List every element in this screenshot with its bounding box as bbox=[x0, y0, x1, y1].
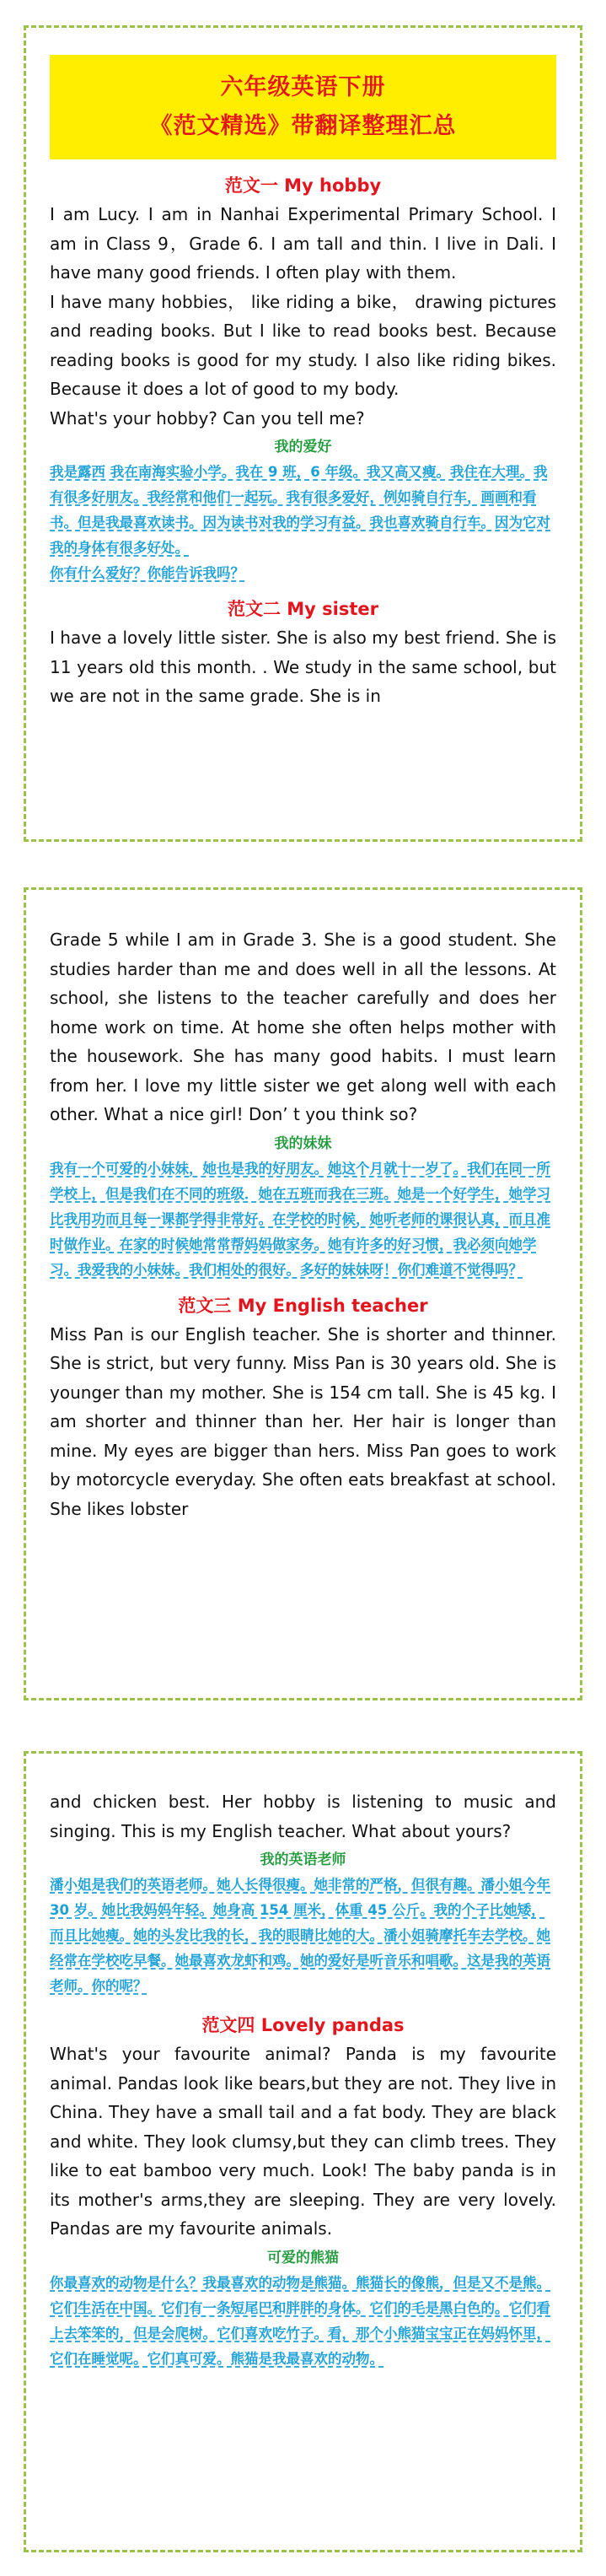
chinese-title-lovely-pandas: 可爱的熊猫 bbox=[267, 2249, 339, 2266]
section-title-my-sister: 范文二 My sister bbox=[227, 599, 379, 619]
page-card-2 bbox=[24, 887, 582, 1700]
title-banner bbox=[50, 55, 556, 159]
english-paragraph: What's your hobby? Can you tell me? bbox=[50, 407, 365, 428]
page-card-3 bbox=[24, 1751, 582, 2552]
chinese-translation: 我有一个可爱的小妹妹，她也是我的好朋友。她这个月就十一岁了。我们在同一所学校上，但是我们在不同的班级．她在五班而我在三班。她是一个好学生，她学习比我用功而且每一课都学得非常好。在学校的时候，她听老师的课很认真，而且准时做作业。在家的时候她常常帮妈妈做家务。她有许多的好习惯，我必须向她学习。我爱我的小妹妹。我们相处的很好。多好的妹妹呀！你们难道不觉得吗？ bbox=[50, 1160, 550, 1278]
english-paragraph: and chicken best. Her hobby is listening to music and singing. This is my English teacher. What about yours? bbox=[50, 1792, 556, 1841]
chinese-title-english-teacher: 我的英语老师 bbox=[260, 1851, 346, 1868]
page-card-1 bbox=[24, 25, 582, 842]
english-paragraph: Grade 5 while I am in Grade 3. She is a good student. She studies harder than me and does well in all the lessons. At school, she listens to the teacher carefully and does her home work on time. At home she often helps mother with the housework. She has many good habits. I must learn from her. I love my little sister we get along well with each other. What a nice girl! Don’ t you think so? bbox=[50, 930, 556, 1124]
title-line-2: 《范文精选》带翻译整理汇总 bbox=[149, 113, 457, 139]
chinese-translation: 你有什么爱好？你能告诉我吗？ bbox=[50, 565, 244, 581]
chinese-title-my-hobby: 我的爱好 bbox=[274, 439, 332, 455]
section-title-my-hobby: 范文一 My hobby bbox=[224, 175, 382, 196]
english-paragraph: I have many hobbies， like riding a bike， drawing pictures and reading books. But I like to read books best. Because reading books is good for my study. I also like riding bikes. Because it does a lot of good to my body. bbox=[50, 291, 556, 399]
chinese-translation: 你最喜欢的动物是什么？我最喜欢的动物是熊猫。熊猫长的像熊，但是又不是熊。它们生活在中国。它们有一条短尾巴和胖胖的身体。它们的毛是黑白色的。它们看上去笨笨的，但是会爬树。它们喜欢吃竹子。看，那个小熊猫宝宝正在妈妈怀里，它们在睡觉呢。它们真可爱。熊猫是我最喜欢的动物。 bbox=[50, 2274, 550, 2367]
section-title-english-teacher: 范文三 My English teacher bbox=[178, 1295, 428, 1316]
section-title-lovely-pandas: 范文四 Lovely pandas bbox=[201, 2015, 405, 2035]
chinese-title-my-sister: 我的妹妹 bbox=[274, 1134, 332, 1152]
chinese-translation: 潘小姐是我们的英语老师。她人长得很瘦。她非常的严格，但很有趣。潘小姐今年 30 岁。她比我妈妈年轻。她身高 154 厘米，体重 45 公斤。我的个子比她矮，而且比她瘦。她的头发比我的长，我的眼睛比她的大。潘小姐骑摩托车去学校。她经常在学校吃早餐。她最喜欢龙虾和鸡。她的爱好是听音乐和唱歌。这是我的英语老师。你的呢？ bbox=[50, 1877, 550, 1994]
chinese-translation: 我是露西 我在南海实验小学。我在 9 班，6 年级。我又高又瘦。我住在大理。我有很多好朋友。我经常和他们一起玩。我有很多爱好，例如骑自行车，画画和看书。但是我最喜欢读书。因为读书对我的学习有益。我也喜欢骑自行车。因为它对我的身体有很多好处。 bbox=[50, 464, 550, 556]
english-paragraph: I am Lucy. I am in Nanhai Experimental Primary School. I am in Class 9，Grade 6. I am tall and thin. I live in Dali. I have many good friends. I often play with them. bbox=[50, 204, 556, 283]
english-paragraph: I have a lovely little sister. She is also my best friend. She is 11 years old this month. . We study in the same school, but we are not in the same grade. She is in bbox=[50, 628, 556, 706]
english-paragraph: Miss Pan is our English teacher. She is shorter and thinner. She is strict, but very funny. Miss Pan is 30 years old. She is younger than my mother. She is 154 cm tall. She is 45 kg. I am shorter and thinner than her. Her hair is longer than mine. My eyes are bigger than hers. Miss Pan goes to work by motorcycle everyday. She often eats breakfast at school. She likes lobster bbox=[50, 1323, 556, 1519]
english-paragraph: What's your favourite animal? Panda is my favourite animal. Pandas look like bears,but they are not. They live in China. They have a small tail and a fat body. They are black and white. They look clumsy,but they can climb trees. They like to eat bamboo very much. Look! The baby panda is in its mother's arms,they are sleeping. They are very lovely. Pandas are my favourite animals. bbox=[50, 2044, 556, 2239]
title-line-1: 六年级英语下册 bbox=[220, 74, 386, 100]
